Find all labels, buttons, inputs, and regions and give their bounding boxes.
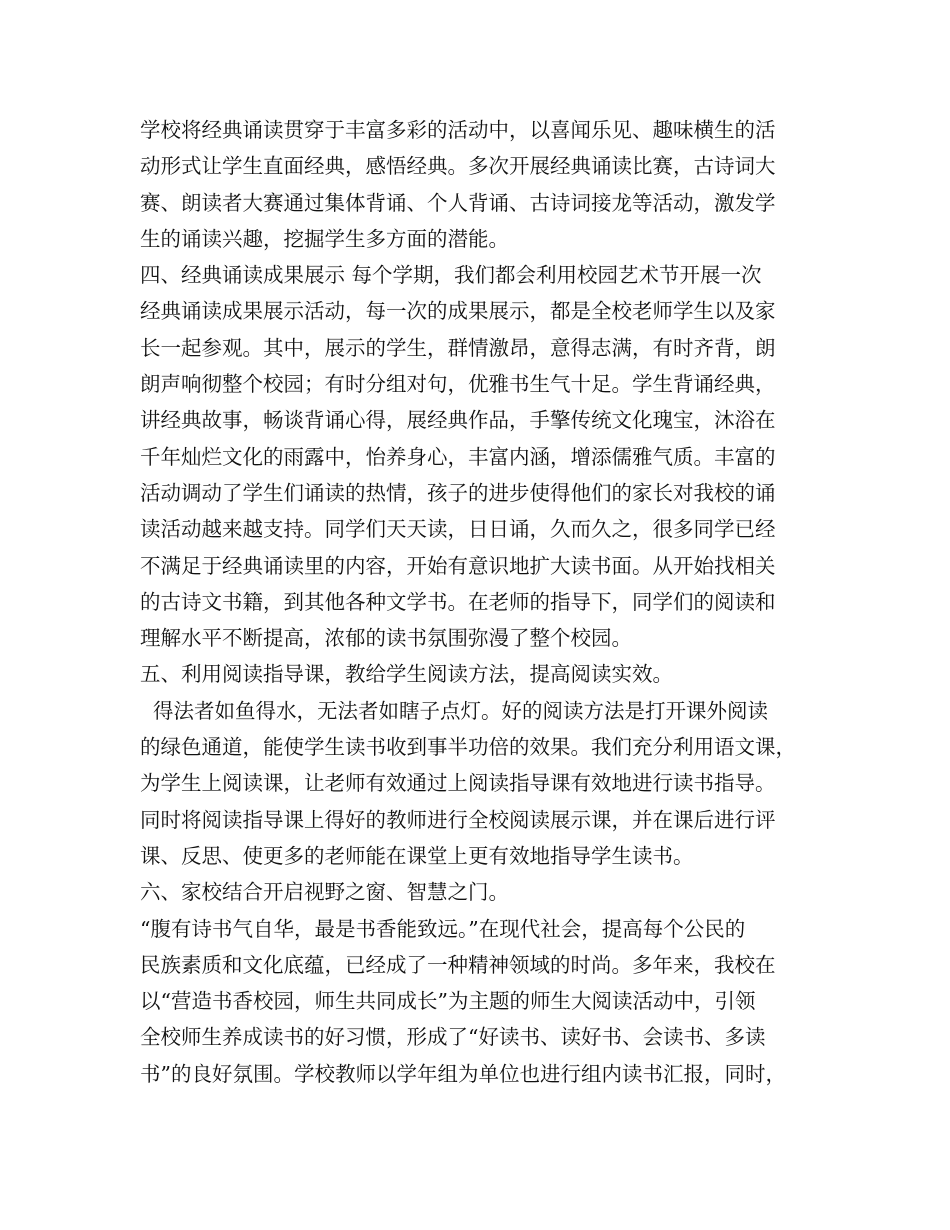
text-line: 赛、朗读者大赛通过集体背诵、个人背诵、古诗词接龙等活动，激发学 bbox=[140, 190, 776, 215]
text-line: 书”的良好氛围。学校教师以学年组为单位也进行组内读书汇报，同时， bbox=[140, 1061, 786, 1086]
text-line: 的绿色通道，能使学生读书收到事半功倍的效果。我们充分利用语文课， bbox=[140, 735, 796, 760]
text-line: 以“营造书香校园，师生共同成长”为主题的师生大阅读活动中，引领 bbox=[140, 989, 756, 1014]
text-line: 为学生上阅读课，让老师有效通过上阅读指导课有效地进行读书指导。 bbox=[140, 771, 776, 796]
text-line: 生的诵读兴趣，挖掘学生多方面的潜能。 bbox=[140, 226, 509, 251]
text-line: 千年灿烂文化的雨露中，怡养身心，丰富内涵，增添儒雅气质。丰富的 bbox=[140, 444, 776, 469]
text-line: 得法者如鱼得水，无法者如瞎子点灯。好的阅读方法是打开课外阅读 bbox=[140, 698, 769, 723]
body-text bbox=[140, 112, 830, 1092]
text-line: 讲经典故事，畅谈背诵心得，展经典作品，手擎传统文化瑰宝，沐浴在 bbox=[140, 408, 776, 433]
text-line: 理解水平不断提高，浓郁的读书氛围弥漫了整个校园。 bbox=[140, 626, 632, 651]
text-line: 的古诗文书籍，到其他各种文学书。在老师的指导下，同学们的阅读和 bbox=[140, 589, 776, 614]
text-line: 不满足于经典诵读里的内容，开始有意识地扩大读书面。从开始找相关 bbox=[140, 553, 776, 578]
section-heading-5: 五、利用阅读指导课，教给学生阅读方法，提高阅读实效。 bbox=[140, 662, 673, 687]
text-line: 朗声响彻整个校园；有时分组对句，优雅书生气十足。学生背诵经典， bbox=[140, 372, 776, 397]
text-line: 同时将阅读指导课上得好的教师进行全校阅读展示课，并在课后进行评 bbox=[140, 807, 776, 832]
section-heading-4: 四、经典诵读成果展示 每个学期，我们都会利用校园艺术节开展一次 bbox=[140, 263, 762, 288]
text-line: 民族素质和文化底蕴，已经成了一种精神领域的时尚。多年来，我校在 bbox=[140, 952, 776, 977]
text-line: “腹有诗书气自华，最是书香能致远。”在现代社会，提高每个公民的 bbox=[140, 916, 746, 941]
text-line: 全校师生养成读书的好习惯，形成了“好读书、读好书、会读书、多读 bbox=[140, 1025, 766, 1050]
text-line: 学校将经典诵读贯穿于丰富多彩的活动中，以喜闻乐见、趣味横生的活 bbox=[140, 118, 776, 142]
text-line: 经典诵读成果展示活动，每一次的成果展示，都是全校老师学生以及家 bbox=[140, 299, 776, 324]
text-line: 活动调动了学生们诵读的热情，孩子的进步使得他们的家长对我校的诵 bbox=[140, 480, 776, 505]
text-line: 读活动越来越支持。同学们天天读，日日诵，久而久之，很多同学已经 bbox=[140, 517, 776, 542]
section-heading-6: 六、家校结合开启视野之窗、智慧之门。 bbox=[140, 880, 509, 905]
text-line: 长一起参观。其中，展示的学生，群情激昂，意得志满，有时齐背，朗 bbox=[140, 335, 776, 360]
text-line: 动形式让学生直面经典，感悟经典。多次开展经典诵读比赛，古诗词大 bbox=[140, 154, 776, 179]
text-line: 课、反思、使更多的老师能在课堂上更有效地指导学生读书。 bbox=[140, 843, 694, 868]
